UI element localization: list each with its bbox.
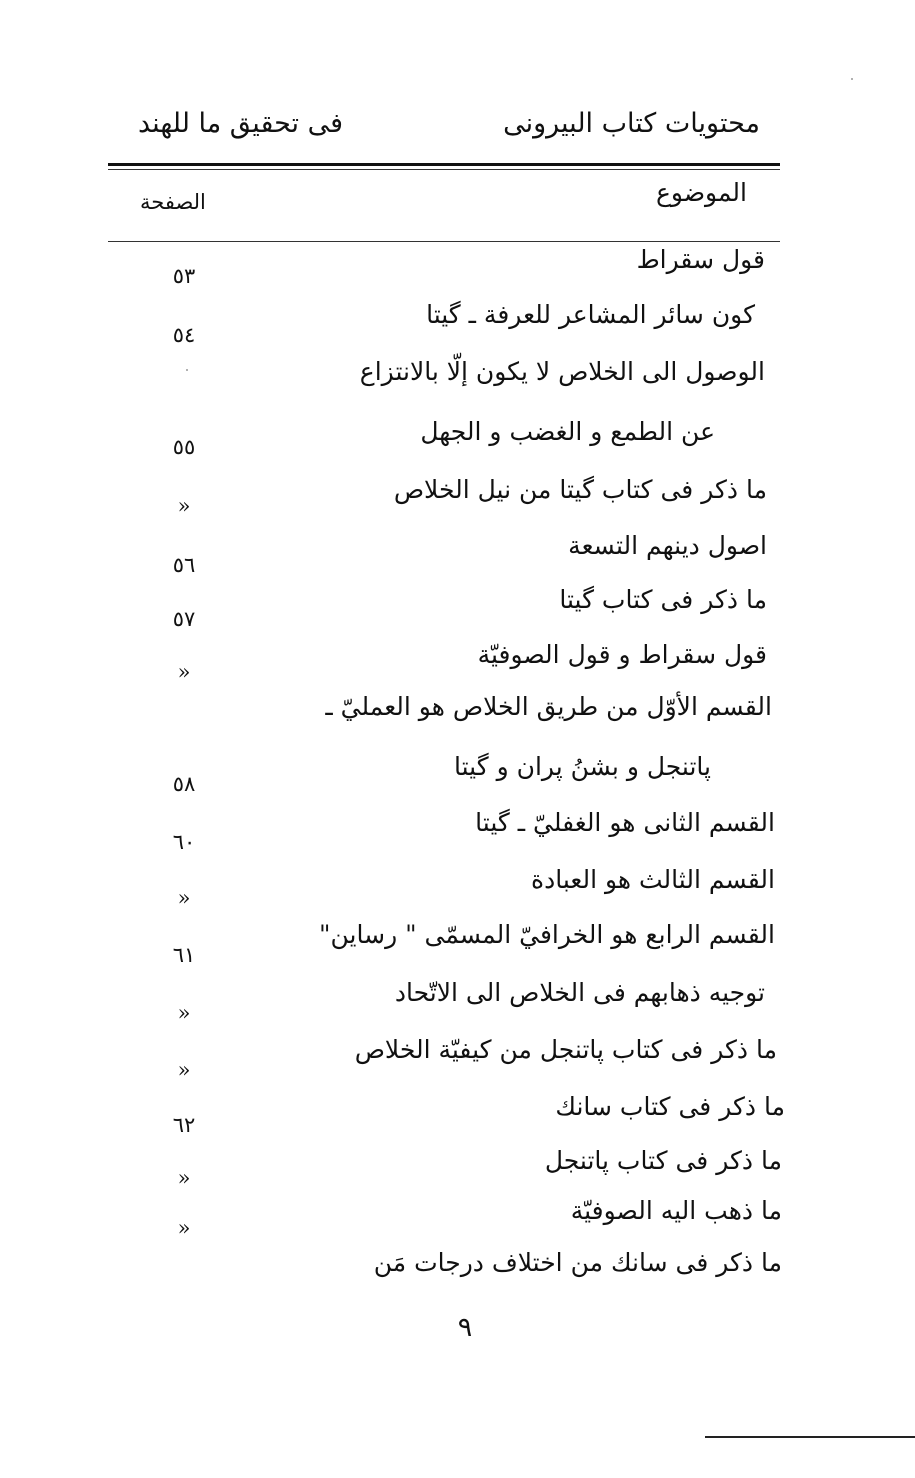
toc-entry-title: قول سقراط و قول الصوفيّة bbox=[477, 640, 767, 669]
toc-entry-page: ٦١ bbox=[172, 943, 196, 967]
toc-entry-page: ٥٧ bbox=[172, 607, 196, 631]
toc-entry-title: توجيه ذهابهم فى الخلاص الى الاتّحاد bbox=[394, 978, 765, 1007]
toc-entry-title: ما ذكر فى كتاب پاتنجل bbox=[544, 1146, 782, 1175]
toc-entry-title: پاتنجل و بشنُ پران و گيتا bbox=[454, 752, 711, 781]
toc-entry-page: » bbox=[177, 1001, 191, 1025]
toc-entry-title: القسم الرابع هو الخرافيّ المسمّى " رساين" bbox=[319, 920, 775, 949]
toc-entry-page: ٥٥ bbox=[172, 435, 196, 459]
toc-entry-page: ٥٦ bbox=[172, 553, 196, 577]
toc-entry-page: » bbox=[177, 660, 191, 684]
running-header-title: محتويات كتاب البيرونى bbox=[503, 108, 760, 139]
header-rule-thick bbox=[108, 163, 780, 166]
column-heading-rule bbox=[108, 241, 780, 242]
toc-entry-page: ٥٨ bbox=[172, 772, 196, 796]
toc-entry-title: القسم الثالث هو العبادة bbox=[531, 865, 775, 894]
toc-entry-title: ما ذكر فى كتاب گيتا bbox=[559, 585, 767, 614]
toc-entry-title: ما ذكر فى سانك من اختلاف درجات مَن bbox=[373, 1248, 782, 1277]
column-heading-subject: الموضوع bbox=[656, 178, 747, 207]
toc-entry-page: » bbox=[177, 494, 191, 518]
footer-rule bbox=[705, 1436, 915, 1438]
toc-entry-title: القسم الأوّل من طريق الخلاص هو العمليّ ـ bbox=[325, 692, 772, 721]
toc-entry-title: الوصول الى الخلاص لا يكون إلّا بالانتزاع bbox=[359, 357, 765, 386]
toc-entry-title: كون سائر المشاعر للعرفة ـ گيتا bbox=[426, 300, 755, 329]
toc-entry-page: » bbox=[177, 1058, 191, 1082]
toc-entry-page: ٦٢ bbox=[172, 1113, 196, 1137]
toc-entry-page: » bbox=[177, 886, 191, 910]
column-heading-page: الصفحة bbox=[140, 190, 206, 214]
toc-entry-title: ما ذكر فى كتاب گيتا من نيل الخلاص bbox=[393, 475, 767, 504]
print-speck bbox=[851, 78, 853, 80]
page-number: ٩ bbox=[457, 1312, 473, 1343]
toc-entry-page: ٥٣ bbox=[172, 264, 196, 288]
toc-entry-title: عن الطمع و الغضب و الجهل bbox=[420, 417, 715, 446]
toc-entry-title: قول سقراط bbox=[636, 245, 765, 274]
toc-entry-title: اصول دينهم التسعة bbox=[568, 531, 767, 560]
toc-entry-title: ما ذهب اليه الصوفيّة bbox=[570, 1196, 782, 1225]
toc-entry-title: ما ذكر فى كتاب پاتنجل من كيفيّة الخلاص bbox=[354, 1035, 777, 1064]
toc-entry-title: القسم الثانى هو الغفليّ ـ گيتا bbox=[475, 808, 775, 837]
toc-entry-page: ٥٤ bbox=[172, 323, 196, 347]
toc-entry-title: ما ذكر فى كتاب سانك bbox=[555, 1092, 785, 1121]
header-rule-thin bbox=[108, 169, 780, 170]
print-speck bbox=[186, 369, 188, 371]
toc-entry-page: » bbox=[177, 1216, 191, 1240]
toc-entry-page: » bbox=[177, 1166, 191, 1190]
running-header-subtitle: فى تحقيق ما للهند bbox=[138, 108, 344, 139]
toc-entry-page: ٦٠ bbox=[172, 830, 196, 854]
